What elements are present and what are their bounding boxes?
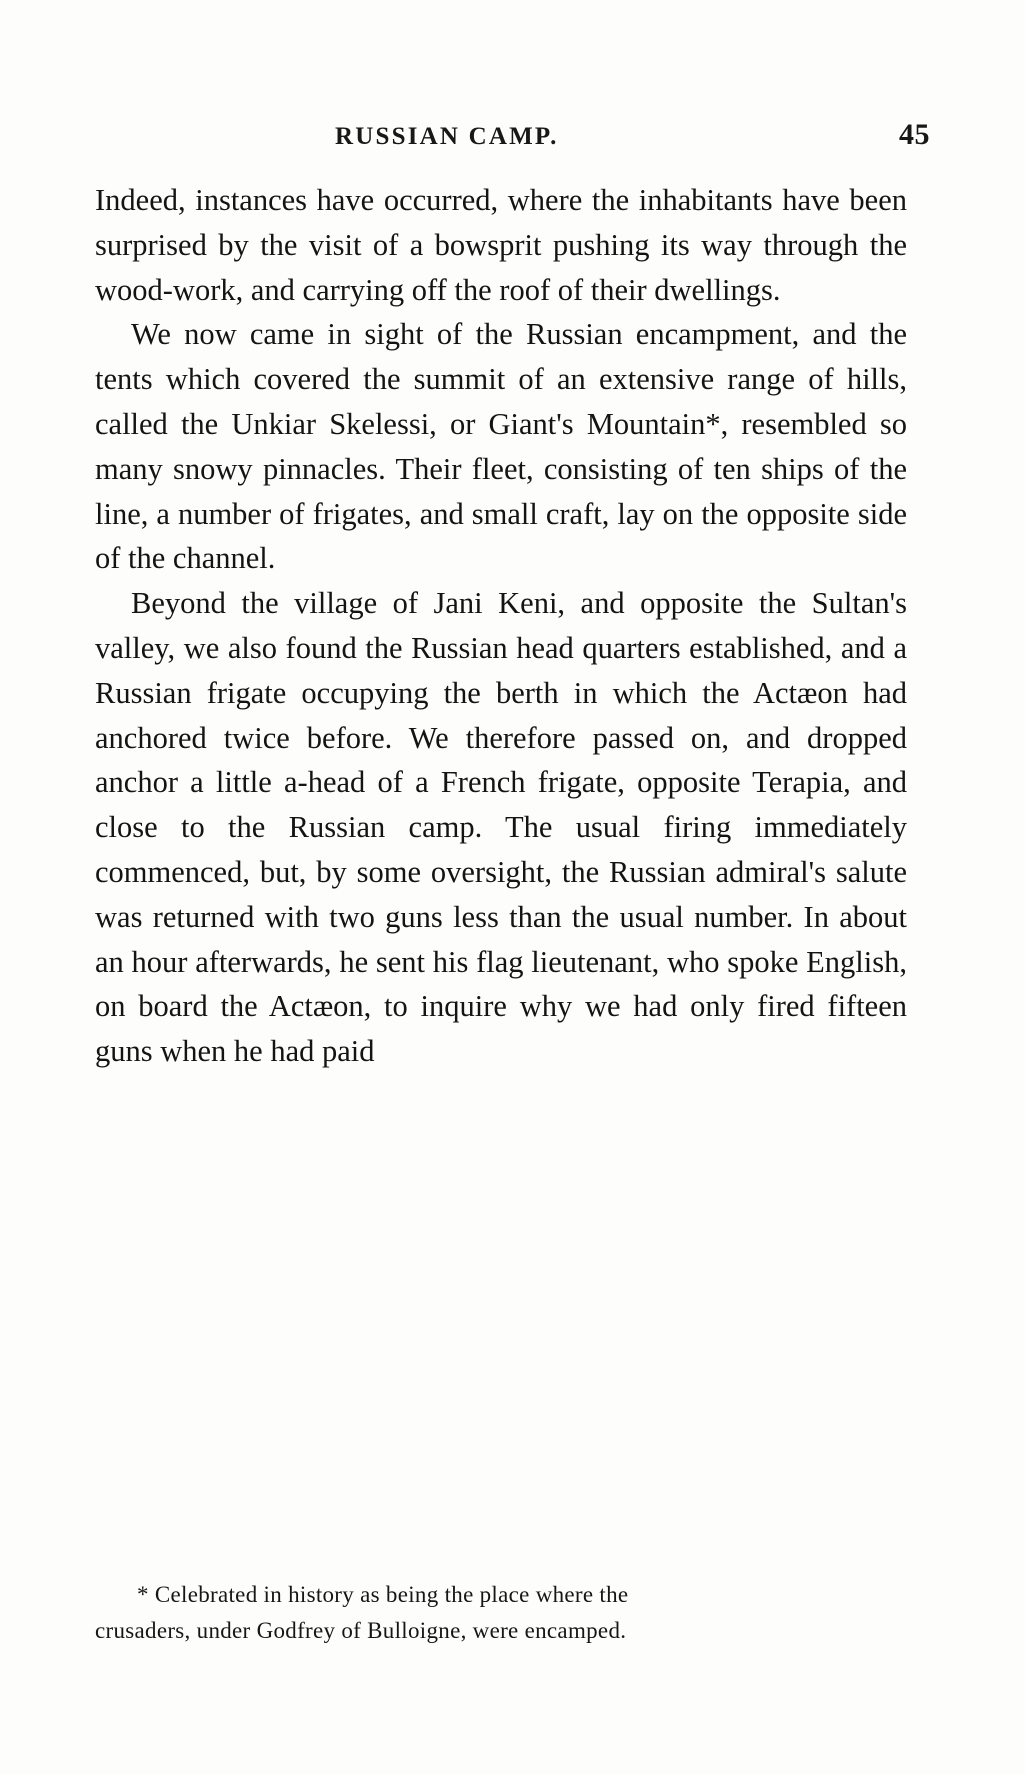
page-number: 45: [899, 118, 930, 151]
page-header: [95, 118, 930, 152]
footnote-text-1: Celebrated in history as being the place where the: [154, 1582, 629, 1607]
footnote-line-1: [95, 1577, 907, 1613]
footnote: [95, 1577, 907, 1649]
footnote-line-2: crusaders, under Godfrey of Bulloigne, were encamped.: [95, 1618, 627, 1643]
running-head: RUSSIAN CAMP.: [335, 123, 559, 150]
footnote-marker: *: [137, 1582, 149, 1607]
body-text: [95, 178, 907, 1074]
paragraph-3: Beyond the village of Jani Keni, and opposite the Sultan's valley, we also found the Russian head quarters established, and a Russian frigate occupying the berth in which the Actæon had anchored twice before. We therefore passed on, and dropped anchor a little a-head of a French frigate, opposite Terapia, and close to the Russian camp. The usual firing immediately commenced, but, by some oversight, the Russian admiral's salute was returned with two guns less than the usual number. In about an hour afterwards, he sent his flag lieutenant, who spoke English, on board the Actæon, to inquire why we had only fired fifteen guns when he had paid: [95, 586, 907, 1069]
paragraph-2: We now came in sight of the Russian encampment, and the tents which covered the summit of an extensive range of hills, called the Unkiar Skelessi, or Giant's Mountain*, resembled so many snowy pinnacles. Their fleet, consisting of ten ships of the line, a number of frigates, and small craft, lay on the opposite side of the channel.: [95, 317, 907, 576]
paragraph-1: Indeed, instances have occurred, where the inhabitants have been surprised by the visit of a bowsprit pushing its way through the wood-work, and carrying off the roof of their dwellings.: [95, 183, 907, 307]
